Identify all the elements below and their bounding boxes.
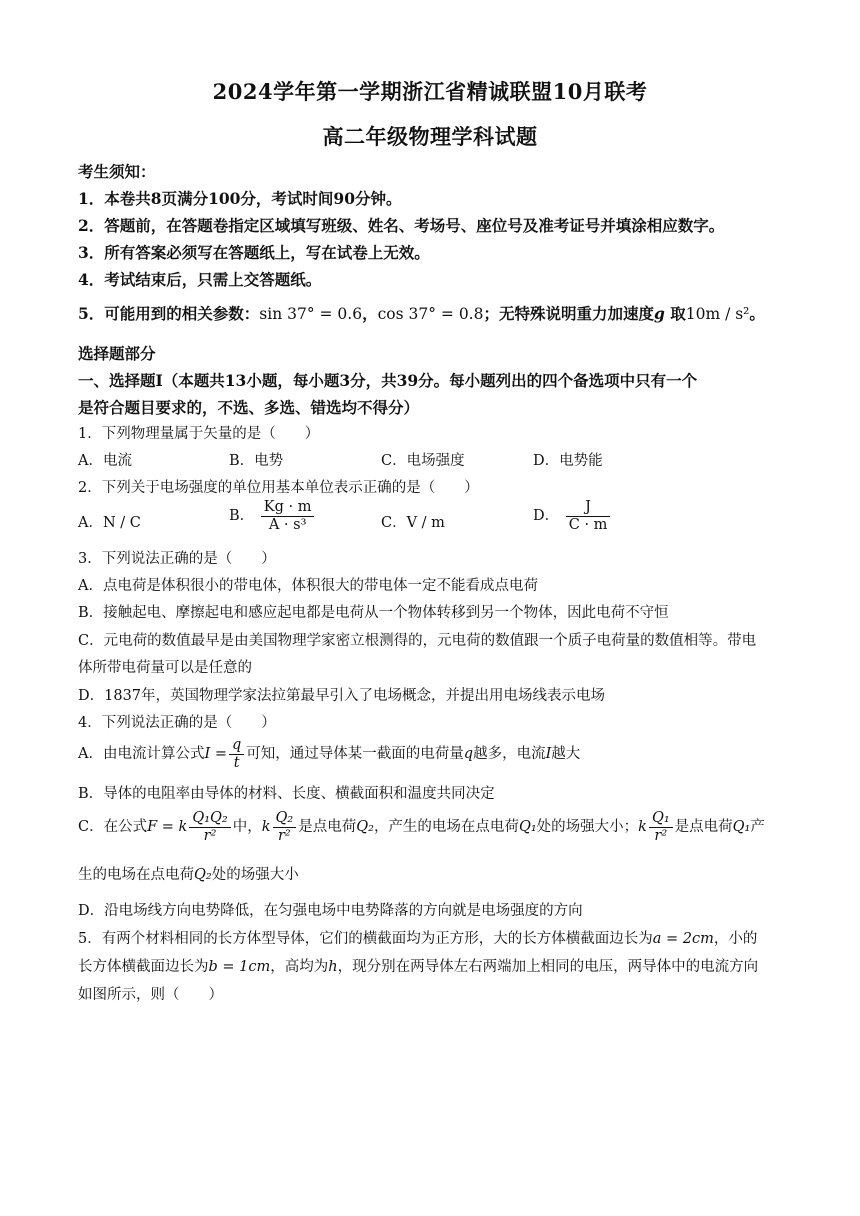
q4-c-text-1: 中， (232, 819, 262, 836)
q2-option-d (533, 499, 612, 533)
notice-item-2: 2．答题前，在答题卷指定区域填写班级、姓名、考场号、座位号及准考证号并填涂相应数字。 (78, 216, 725, 235)
q1-option-c: C．电场强度 (381, 453, 465, 469)
q3-option-a: A．点电荷是体积很小的带电体，体积很大的带电体一定不能看成点电荷 (78, 578, 538, 594)
charge-symbol: q (463, 746, 474, 763)
q5-line-1-end: ，小的 (713, 931, 758, 947)
fraction-numerator: J (566, 499, 611, 517)
q4-c2-text: 处的场强大小 (211, 867, 299, 883)
notice-heading: 考生须知： (78, 162, 156, 181)
height-symbol: h (328, 959, 338, 975)
q4-c-text-5: 是点电荷 (674, 819, 733, 836)
q3-option-d: D．1837年，英国物理学家法拉第最早引入了电场概念，并提出用电场线表示电场 (78, 688, 606, 704)
q4-c-text-6: 产 (750, 819, 765, 836)
gravity-value: 10m / s² (685, 305, 750, 323)
fraction-numerator: Q₁ (649, 810, 673, 828)
charge-q2: Q₂ (356, 819, 374, 836)
q4-c-text-2: 是点电荷 (298, 819, 357, 836)
q4-c-prefix: C．在公式 (78, 819, 148, 836)
q3-option-c-line-2: 体所带电荷量可以是任意的 (78, 660, 252, 676)
q5-line-1-text: 5．有两个材料相同的长方体型导体，它们的横截面均为正方形，大的长方体横截面边长为 (78, 931, 653, 947)
q2-option-a: A．N / C (78, 515, 141, 531)
fraction-numerator: Q₁Q₂ (189, 810, 230, 828)
notice-item-1: 1．本卷共8页满分100分，考试时间90分钟。 (78, 189, 402, 208)
q3-stem: 3．下列说法正确的是（ ） (78, 551, 276, 567)
q4-option-b: B．导体的电阻率由导体的材料、长度、横截面积和温度共同决定 (78, 786, 495, 802)
q2-option-b-fraction (261, 499, 315, 533)
fraction-numerator: Kg · m (261, 499, 315, 517)
q4-c-text-3: ，产生的电场在点电荷 (373, 819, 519, 836)
exam-title: 2024学年第一学期浙江省精诚联盟10月联考 (212, 79, 648, 104)
q2-option-d-fraction (566, 499, 611, 533)
fraction-denominator: r² (654, 827, 668, 844)
fraction-denominator: C · m (568, 516, 608, 533)
k-symbol: k (638, 819, 647, 836)
charge-q1: Q₁ (732, 819, 751, 836)
current-formula-fraction (229, 737, 244, 771)
gravity-text: ；无特殊说明重力加速度 (483, 304, 654, 323)
q5-line-1 (78, 927, 757, 948)
q4-a-text: 可知，通过导体某一截面的电荷量 (246, 746, 464, 763)
q4-c-text-4: 处的场强大小； (536, 819, 639, 836)
section-heading-line-2: 是符合题目要求的，不选、多选、错选均不得分） (78, 398, 420, 417)
q5-line-2-end: ，现分别在两导体左右两端加上相同的电压，两导体中的电流方向 (337, 959, 759, 975)
take-text: 取 (664, 304, 686, 323)
q2-option-b (229, 499, 316, 533)
q3-option-b: B．接触起电、摩擦起电和感应起电都是电荷从一个物体转移到另一个物体，因此电荷不守恒 (78, 605, 669, 621)
q1-option-d: D．电势能 (533, 453, 603, 469)
q2-option-b-label: B． (229, 508, 255, 525)
q4-option-a (78, 737, 580, 771)
q4-c2-prefix: 生的电场在点电荷 (78, 867, 194, 883)
q1-stem: 1．下列物理量属于矢量的是（ ） (78, 426, 320, 442)
fraction-denominator: t (233, 754, 240, 771)
coulomb-formula-lhs: F = k (147, 819, 188, 836)
section-heading-line-1: 一、选择题Ⅰ（本题共13小题，每小题3分，共39分。每小题列出的四个备选项中只有一个 (78, 371, 698, 390)
sin-value: sin 37° = 0.6 (259, 305, 363, 323)
fraction-denominator: A · s³ (268, 516, 307, 533)
fraction-numerator: q (229, 737, 244, 755)
current-symbol: I (545, 746, 552, 763)
notice-item-5-prefix: 5．可能用到的相关参数： (78, 304, 260, 323)
fraction-denominator: r² (278, 827, 291, 844)
side-a-value: a = 2cm (652, 931, 714, 947)
side-b-value: b = 1cm (208, 959, 271, 975)
fraction-denominator: r² (203, 827, 217, 844)
section-part: 选择题部分 (78, 344, 156, 363)
gravity-symbol: g (653, 304, 665, 323)
q5-line-2-mid: ，高均为 (270, 959, 329, 975)
k-symbol: k (261, 819, 271, 836)
q5-line-2-text: 长方体横截面边长为 (78, 959, 209, 975)
exam-subtitle: 高二年级物理学科试题 (322, 124, 538, 149)
q4-option-c-line-2 (78, 863, 299, 884)
q5-line-2 (78, 955, 758, 976)
period: 。 (749, 304, 765, 323)
charge-q1: Q₁ (518, 819, 537, 836)
q5-line-3: 如图所示，则（ ） (78, 987, 223, 1003)
q4-stem: 4．下列说法正确的是（ ） (78, 715, 276, 731)
cos-value: cos 37° = 0.8 (377, 305, 484, 323)
q4-a-prefix: A．由电流计算公式 (78, 746, 205, 763)
q2-option-c: C．V / m (381, 515, 445, 531)
q4-a-text-2: 越多，电流 (473, 746, 546, 763)
q3-option-c-line-1: C．元电荷的数值最早是由美国物理学家密立根测得的，元电荷的数值跟一个质子电荷量的数值相等。带电 (78, 633, 757, 649)
separator: ， (362, 304, 378, 323)
notice-item-4: 4．考试结束后，只需上交答题纸。 (78, 270, 322, 289)
field-fraction-q2 (273, 810, 297, 844)
charge-q2: Q₂ (194, 867, 212, 883)
q4-option-c-line-1 (78, 810, 765, 844)
current-formula-lhs: I = (204, 746, 227, 763)
q4-a-text-3: 越大 (551, 746, 581, 763)
field-fraction-q1 (649, 810, 673, 844)
q4-option-d: D．沿电场线方向电势降低，在匀强电场中电势降落的方向就是电场强度的方向 (78, 903, 583, 919)
q2-option-d-label: D． (533, 508, 560, 525)
q1-option-b: B．电势 (229, 453, 284, 469)
notice-item-3: 3．所有答案必须写在答题纸上，写在试卷上无效。 (78, 243, 430, 262)
q1-option-a: A．电流 (78, 453, 132, 469)
notice-item-5 (78, 302, 765, 324)
coulomb-fraction (189, 810, 230, 844)
fraction-numerator: Q₂ (273, 810, 297, 828)
q2-stem: 2．下列关于电场强度的单位用基本单位表示正确的是（ ） (78, 480, 479, 496)
